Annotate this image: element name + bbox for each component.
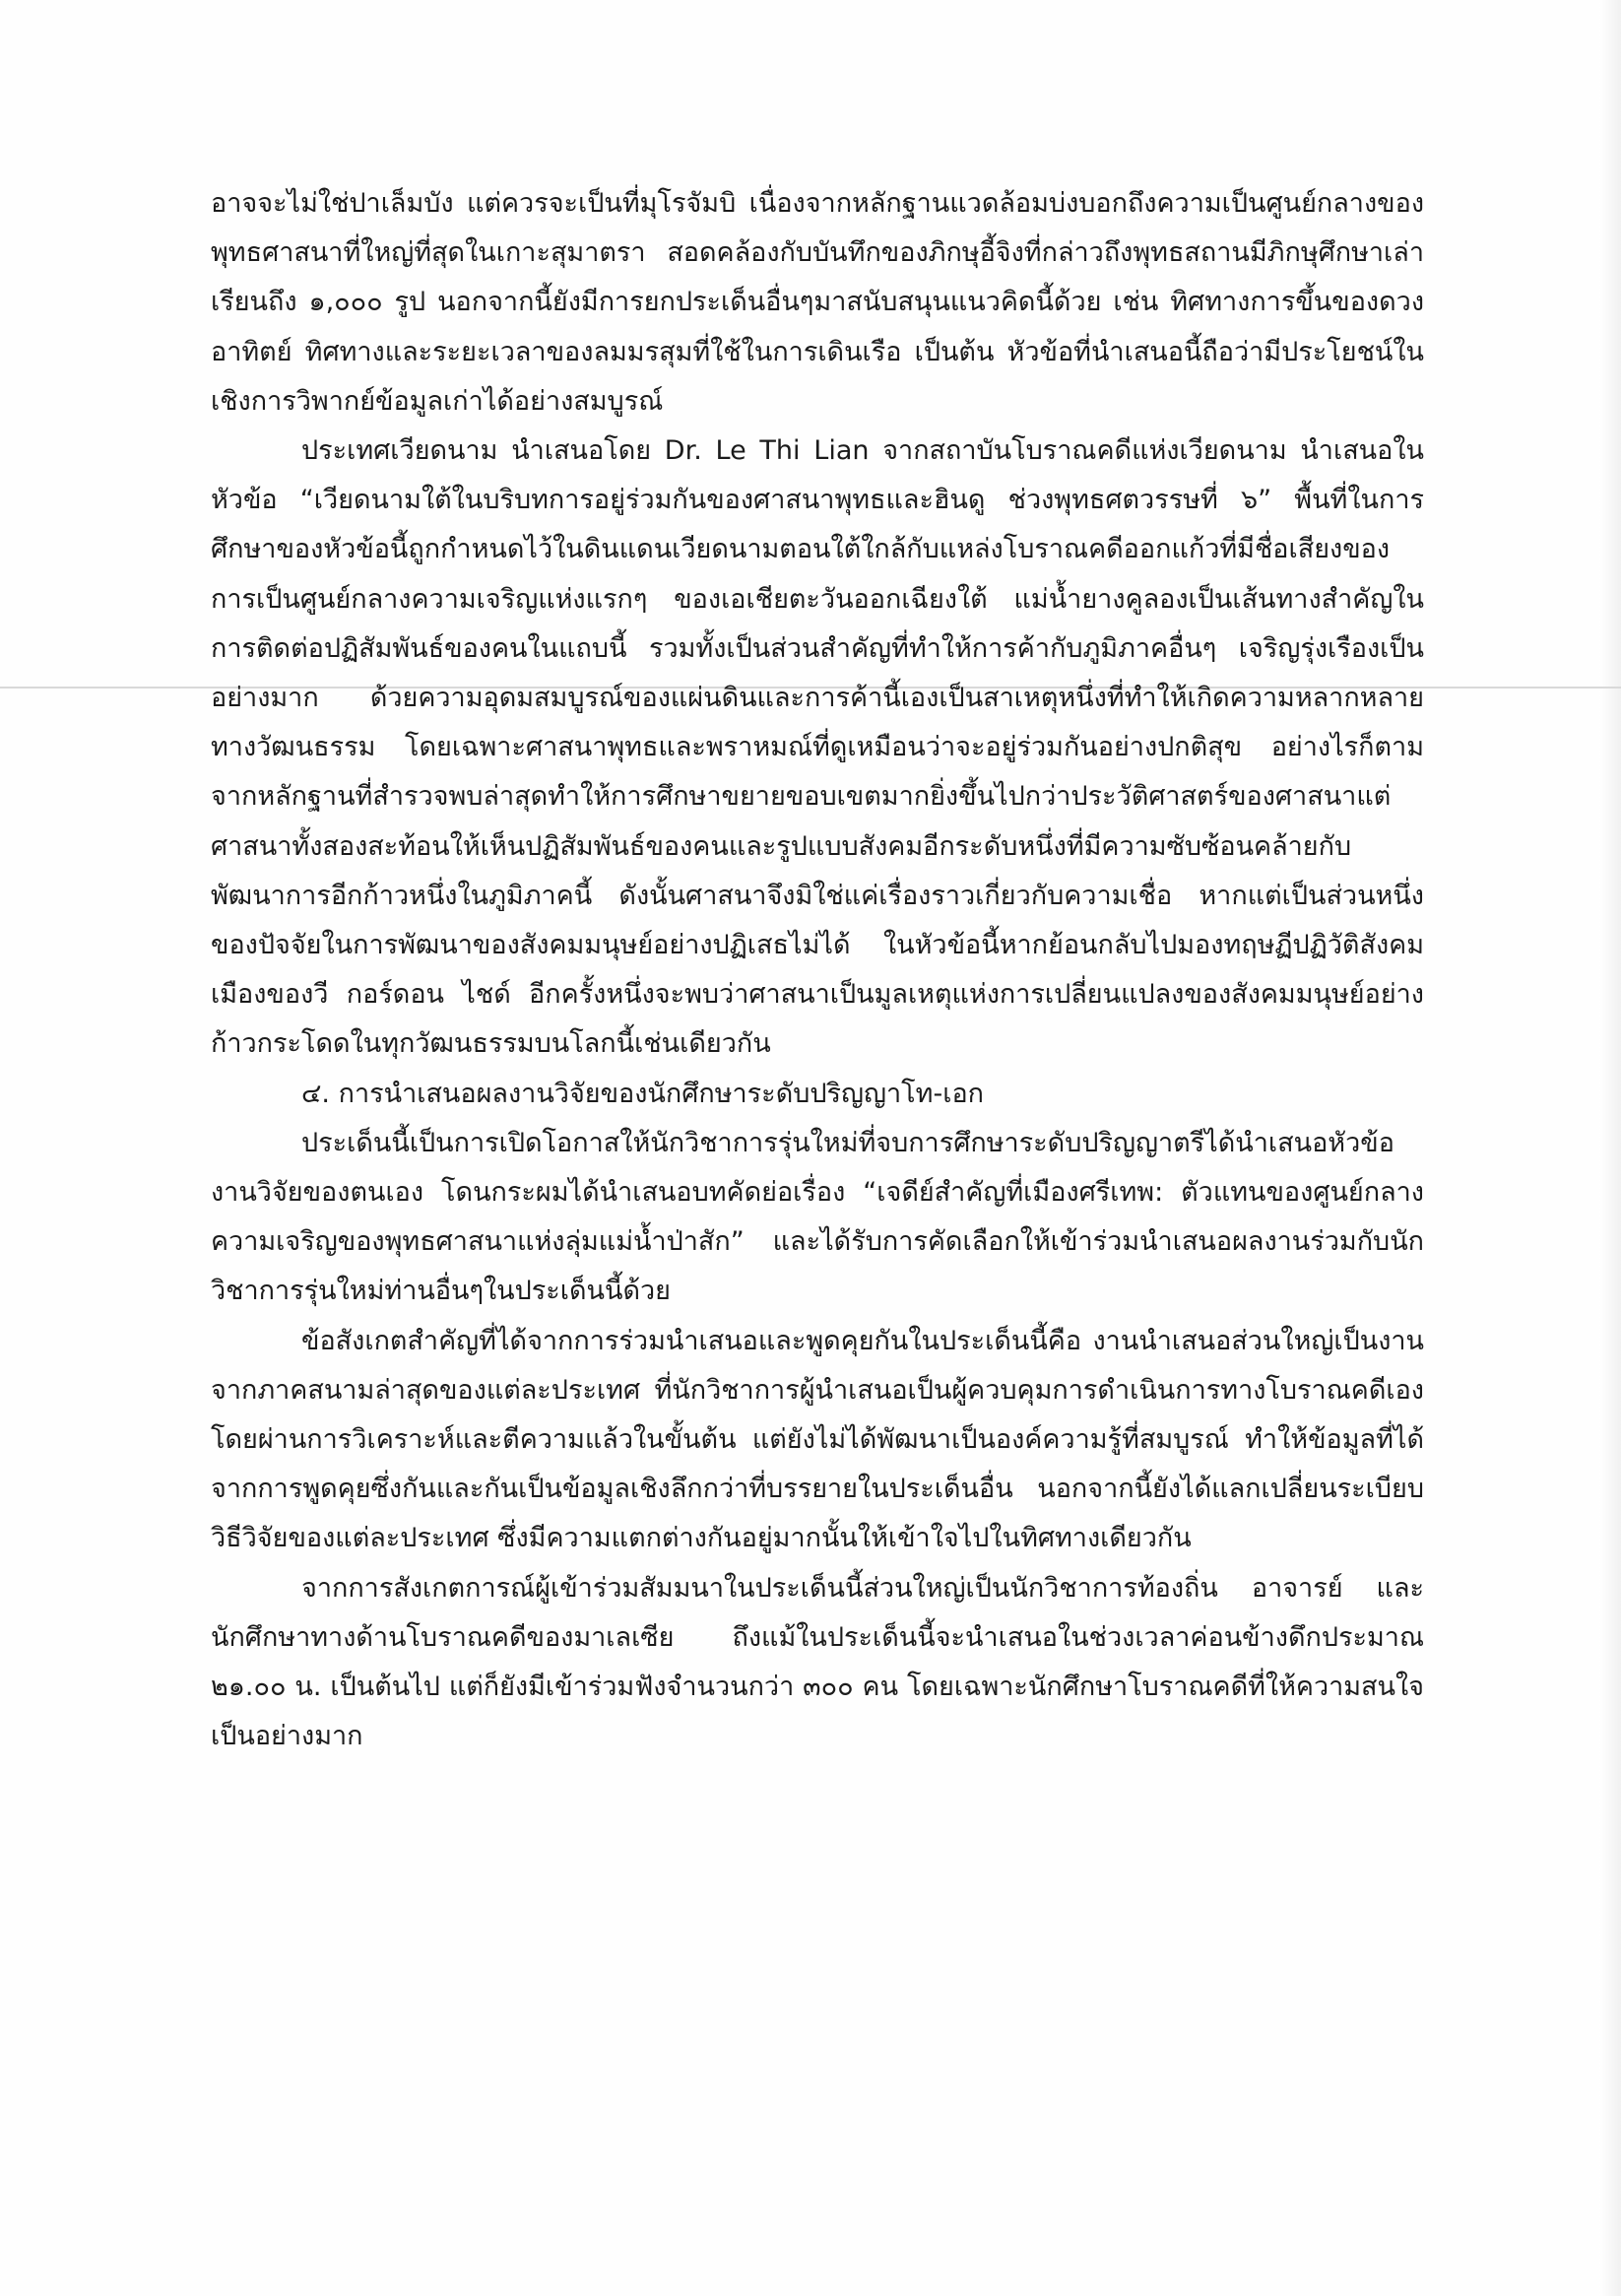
body-text [211,179,1424,1762]
paragraph-2: ประเทศเวียดนาม นำเสนอโดย Dr. Le Thi Lian จากสถาบันโบราณคดีแห่งเวียดนาม นำเสนอในหัวข้อ “เวียดนามใต้ในบริบทการอยู่ร่วมกันของศาสนาพุทธและฮินดู ช่วงพุทธศตวรรษที่ ๖” พื้นที่ในการศึกษาของหัวข้อนี้ถูกกำหนดไว้ในดินแดนเวียดนามตอนใต้ใกล้กับแหล่งโบราณคดีออกแก้วที่มีชื่อเสียงของการเป็นศูนย์กลางความเจริญแห่งแรกๆ ของเอเชียตะวันออกเฉียงใต้ แม่น้ำยางคูลองเป็นเส้นทางสำคัญในการติดต่อปฏิสัมพันธ์ของคนในแถบนี้ รวมทั้งเป็นส่วนสำคัญที่ทำให้การค้ากับภูมิภาคอื่นๆ เจริญรุ่งเรืองเป็นอย่างมาก ด้วยความอุดมสมบูรณ์ของแผ่นดินและการค้านี้เองเป็นสาเหตุหนึ่งที่ทำให้เกิดความหลากหลายทางวัฒนธรรม โดยเฉพาะศาสนาพุทธและพราหมณ์ที่ดูเหมือนว่าจะอยู่ร่วมกันอย่างปกติสุข อย่างไรก็ตามจากหลักฐานที่สำรวจพบล่าสุดทำให้การศึกษาขยายขอบเขตมากยิ่งขึ้นไปกว่าประวัติศาสตร์ของศาสนาแต่ศาสนาทั้งสองสะท้อนให้เห็นปฏิสัมพันธ์ของคนและรูปแบบสังคมอีกระดับหนึ่งที่มีความซับซ้อนคล้ายกับพัฒนาการอีกก้าวหนึ่งในภูมิภาคนี้ ดังนั้นศาสนาจึงมิใช่แค่เรื่องราวเกี่ยวกับความเชื่อ หากแต่เป็นส่วนหนึ่งของปัจจัยในการพัฒนาของสังคมมนุษย์อย่างปฏิเสธไม่ได้ ในหัวข้อนี้หากย้อนกลับไปมองทฤษฏีปฏิวัติสังคมเมืองของวี กอร์ดอน ไชด์ อีกครั้งหนึ่งจะพบว่าศาสนาเป็นมูลเหตุแห่งการเปลี่ยนแปลงของสังคมมนุษย์อย่างก้าวกระโดดในทุกวัฒนธรรมบนโลกนี้เช่นเดียวกัน [211,435,1424,1060]
paragraph-3: ประเด็นนี้เป็นการเปิดโอกาสให้นักวิชาการรุ่นใหม่ที่จบการศึกษาระดับปริญญาตรีได้นำเสนอหัวข้องานวิจัยของตนเอง โดนกระผมได้นำเสนอบทคัดย่อเรื่อง “เจดีย์สำคัญที่เมืองศรีเทพ: ตัวแทนของศูนย์กลางความเจริญของพุทธศาสนาแห่งลุ่มแม่น้ำป่าสัก” และได้รับการคัดเลือกให้เข้าร่วมนำเสนอผลงานร่วมกับนักวิชาการรุ่นใหม่ท่านอื่นๆในประเด็นนี้ด้วย [211,1127,1424,1307]
section-heading: ๔. การนำเสนอผลงานวิจัยของนักศึกษาระดับปริญญาโท-เอก [301,1078,985,1109]
scan-edge-shadow [1599,0,1621,2296]
paragraph-1: อาจจะไม่ใช่ปาเล็มบัง แต่ควรจะเป็นที่มุโรจัมบิ เนื่องจากหลักฐานแวดล้อมบ่งบอกถึงความเป็นศูนย์กลางของพุทธศาสนาที่ใหญ่ที่สุดในเกาะสุมาตรา สอดคล้องกับบันทึกของภิกษุอี้จิงที่กล่าวถึงพุทธสถานมีภิกษุศึกษาเล่าเรียนถึง ๑,๐๐๐ รูป นอกจากนี้ยังมีการยกประเด็นอื่นๆมาสนับสนุนแนวคิดนี้ด้วย เช่น ทิศทางการขึ้นของดวงอาทิตย์ ทิศทางและระยะเวลาของลมมรสุมที่ใช้ในการเดินเรือ เป็นต้น หัวข้อที่นำเสนอนี้ถือว่ามีประโยชน์ในเชิงการวิพากย์ข้อมูลเก่าได้อย่างสมบูรณ์ [211,188,1424,417]
paragraph-5: จากการสังเกตการณ์ผู้เข้าร่วมสัมมนาในประเด็นนี้ส่วนใหญ่เป็นนักวิชาการท้องถิ่น อาจารย์ และนักศึกษาทางด้านโบราณคดีของมาเลเซีย ถึงแม้ในประเด็นนี้จะนำเสนอในช่วงเวลาค่อนข้างดึกประมาณ ๒๑.๐๐ น. เป็นต้นไป แต่ก็ยังมีเข้าร่วมฟังจำนวนกว่า ๓๐๐ คน โดยเฉพาะนักศึกษาโบราณคดีที่ให้ความสนใจเป็นอย่างมาก [211,1572,1424,1752]
paragraph-4: ข้อสังเกตสำคัญที่ได้จากการร่วมนำเสนอและพูดคุยกันในประเด็นนี้คือ งานนำเสนอส่วนใหญ่เป็นงานจากภาคสนามล่าสุดของแต่ละประเทศ ที่นักวิชาการผู้นำเสนอเป็นผู้ควบคุมการดำเนินการทางโบราณคดีเองโดยผ่านการวิเคราะห์และตีความแล้วในขั้นต้น แต่ยังไม่ได้พัฒนาเป็นองค์ความรู้ที่สมบูรณ์ ทำให้ข้อมูลที่ได้จากการพูดคุยซึ่งกันและกันเป็นข้อมูลเชิงลึกกว่าที่บรรยายในประเด็นอื่น นอกจากนี้ยังได้แลกเปลี่ยนระเบียบวิธีวิจัยของแต่ละประเทศ ซึ่งมีความแตกต่างกันอยู่มากนั้นให้เข้าใจไปในทิศทางเดียวกัน [211,1325,1424,1554]
